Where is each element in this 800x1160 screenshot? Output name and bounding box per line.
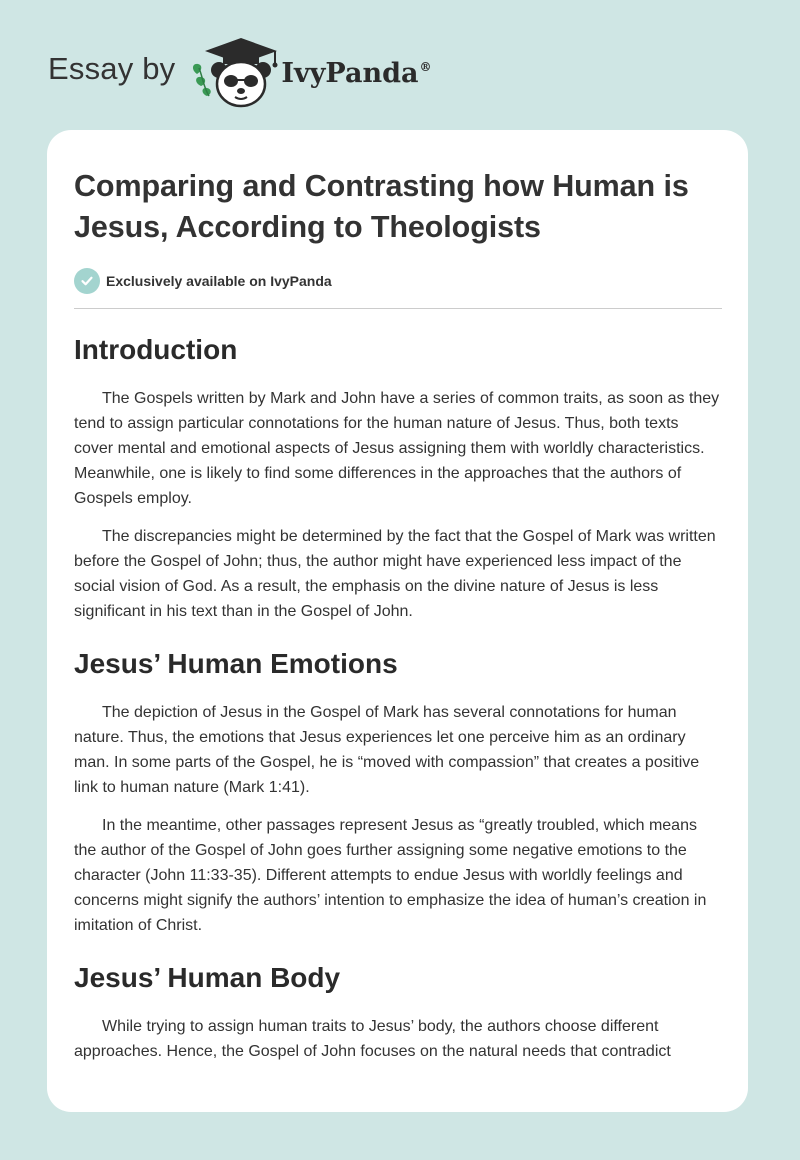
site-header <box>48 34 431 110</box>
panda-logo-icon[interactable] <box>189 34 285 110</box>
registered-mark: ® <box>419 59 432 74</box>
paragraph: In the meantime, other passages represent Jesus as “greatly troubled, which means the author of the Gospel of John goes further assigning some negative emotions to the character (John 11:33-35). Different attempts to endue Jesus with worldly feelings and concerns might signify the authors’ intention to emphasize the idea of human’s creation in imitation of Christ. <box>74 817 707 934</box>
paragraph: The discrepancies might be determined by the fact that the Gospel of Mark was written before the Gospel of John; thus, the author might have experienced less impact of the social vision of God. As a result, the emphasis on the divine nature of Jesus is less significant in his text than in the Gospel of John. <box>74 528 716 620</box>
ivypanda-wordmark[interactable] <box>281 58 431 89</box>
page-title: Comparing and Contrasting how Human is Jesus, According to Theologists <box>74 169 689 244</box>
essay-card <box>47 130 748 1112</box>
section-heading: Introduction <box>74 334 238 365</box>
paragraph: While trying to assign human traits to Jesus’ body, the authors choose different approaches. Hence, the Gospel of John focuses on the natural needs that contradict <box>74 1018 671 1060</box>
section-human-body <box>74 960 722 1064</box>
section-human-emotions <box>74 646 722 938</box>
essay-by-label: Essay by <box>48 51 176 86</box>
section-heading: Jesus’ Human Body <box>74 962 341 993</box>
check-icon <box>74 268 100 294</box>
title-divider <box>74 308 722 309</box>
exclusive-badge <box>74 268 722 294</box>
paragraph: The depiction of Jesus in the Gospel of Mark has several connotations for human nature. Thus, the emotions that Jesus experiences let one perceive him as an ordinary man. In some parts of the Gospel, he is “moved with compassion” that creates a positive link to human nature (Mark 1:41). <box>74 704 700 796</box>
brand-name-text: IvyPanda <box>281 57 419 89</box>
section-heading: Jesus’ Human Emotions <box>74 648 398 679</box>
section-introduction <box>74 332 722 624</box>
paragraph: The Gospels written by Mark and John have a series of common traits, as soon as they tend to assign particular connotations for the human nature of Jesus. Thus, both texts cover mental and emotional aspects of Jesus assigning them with worldly characteristics. Meanwhile, one is likely to find some differences in the approaches that the authors of Gospels employ. <box>74 390 720 507</box>
exclusive-label: Exclusively available on IvyPanda <box>106 273 332 289</box>
